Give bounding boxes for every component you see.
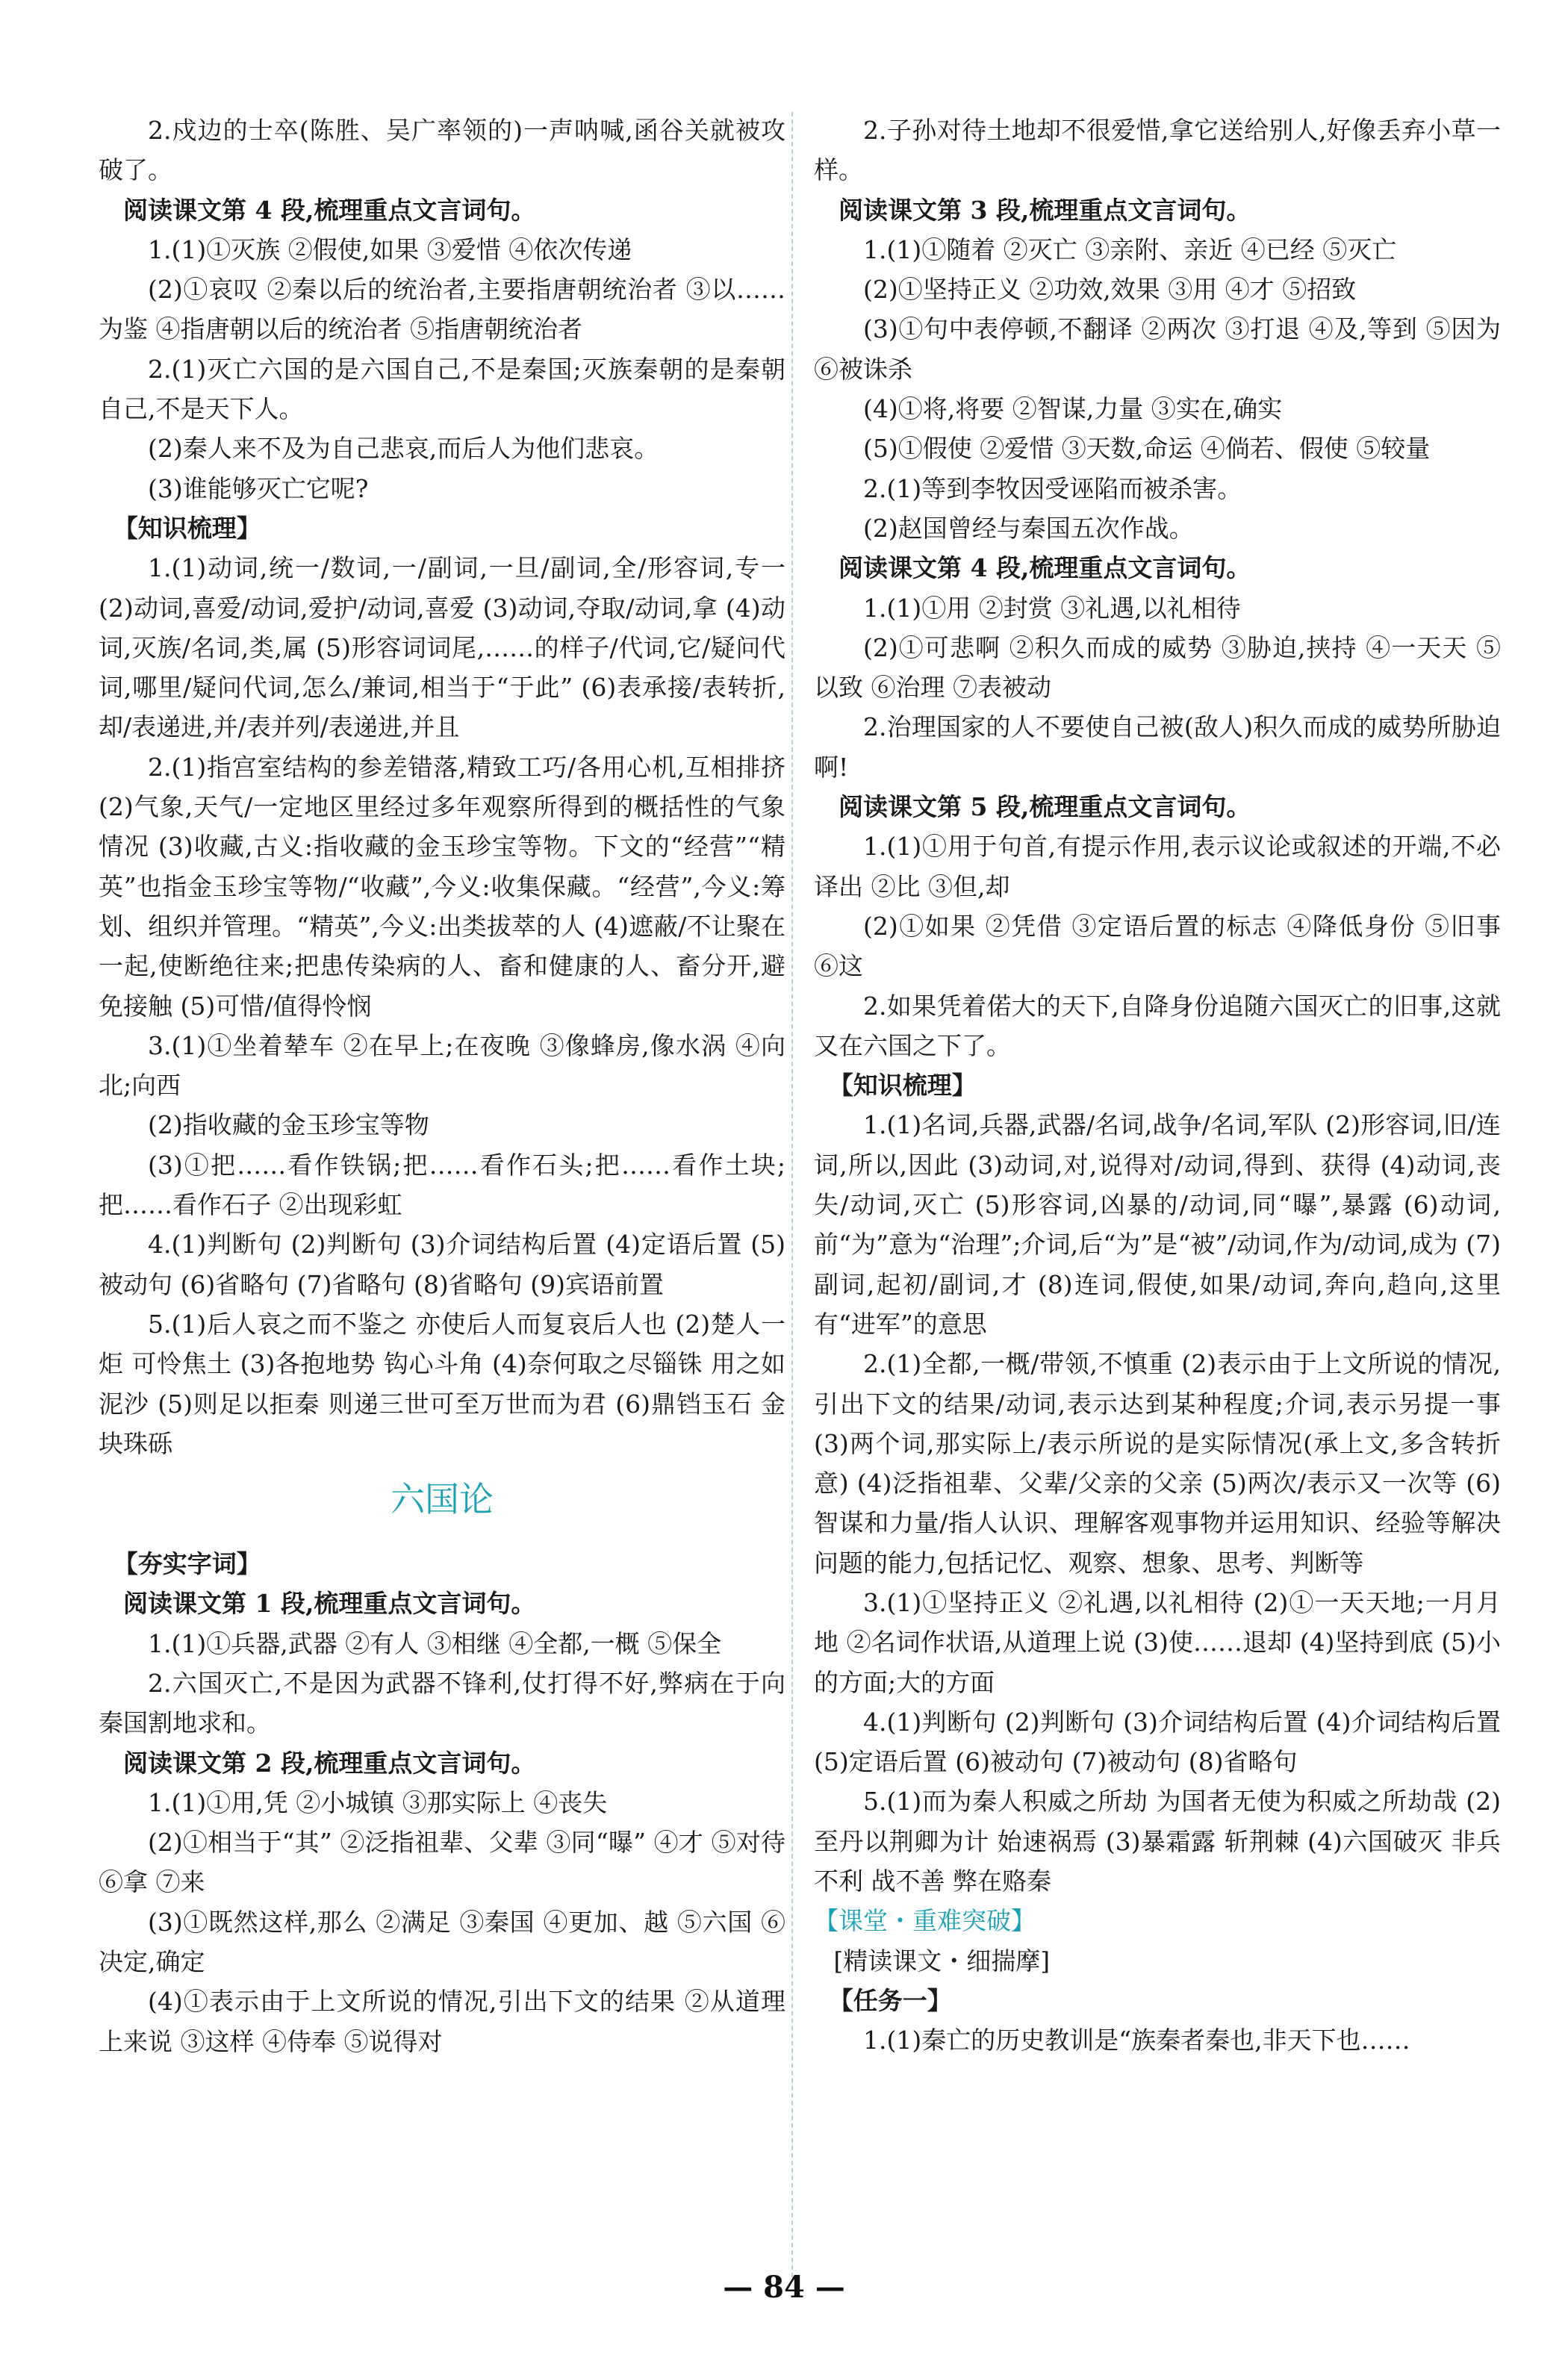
paragraph: 2.如果凭着偌大的天下,自降身份追随六国灭亡的旧事,这就又在六国之下了。 (814, 991, 1501, 1060)
paragraph: (4)①将,将要 ②智谋,力量 ③实在,确实 (863, 394, 1283, 424)
paragraph: 3.(1)①坐着辇车 ②在早上;在夜晚 ③像蜂房,像水涡 ④向北;向西 (99, 1030, 785, 1101)
paragraph: 1.(1)①用 ②封赏 ③礼遇,以礼相待 (863, 593, 1241, 623)
paragraph: (2)①相当于“其” ②泛指祖辈、父辈 ③同“曝” ④才 ⑤对待 ⑥拿 ⑦来 (99, 1828, 785, 1897)
lesson-title: 六国论 (391, 1479, 494, 1520)
paragraph: 2.(1)等到李牧因受诬陷而被杀害。 (863, 473, 1242, 503)
paragraph: (5)①假使 ②爱惜 ③天数,命运 ④倘若、假使 ⑤较量 (863, 434, 1431, 464)
paragraph: (3)①句中表停顿,不翻译 ②两次 ③打退 ④及,等到 ⑤因为 ⑥被诛杀 (814, 314, 1501, 384)
paragraph: (2)赵国曾经与秦国五次作战。 (863, 513, 1194, 543)
paragraph: 2.治理国家的人不要使自己被(敌人)积久而成的威势所胁迫啊! (814, 712, 1501, 782)
paragraph: (3)①把……看作铁锅;把……看作石头;把……看作土块;把……看作石子 ②出现彩虹 (99, 1150, 785, 1220)
classroom-section-heading: 【课堂・重难突破】 (814, 1906, 1036, 1936)
section-heading: 阅读课文第 1 段,梳理重点文言词句。 (123, 1589, 536, 1619)
paragraph: 1.(1)①用于句首,有提示作用,表示议论或叙述的开端,不必译出 ②比 ③但,却 (814, 832, 1501, 901)
section-heading: 阅读课文第 3 段,梳理重点文言词句。 (839, 195, 1251, 225)
paragraph: 1.(1)①兵器,武器 ②有人 ③相继 ④全都,一概 ⑤保全 (148, 1628, 722, 1658)
paragraph: 2.(1)灭亡六国的是六国自己,不是秦国;灭族秦朝的是秦朝自己,不是天下人。 (99, 354, 785, 424)
paragraph: (2)①可悲啊 ②积久而成的威势 ③胁迫,挟持 ④一天天 ⑤以致 ⑥治理 ⑦表被动 (814, 632, 1501, 703)
task-label: 【任务一】 (828, 1985, 952, 2015)
section-heading: 阅读课文第 4 段,梳理重点文言词句。 (123, 195, 536, 225)
paragraph: 1.(1)动词,统一/数词,一/副词,一旦/副词,全/形容词,专一 (2)动词,喜爱/动词,爱护/动词,喜爱 (3)动词,夺取/动词,拿 (4)动词,灭族/名词,类,属 (5)形容词词尾,……的样子/代词,它/疑问代词,哪里/疑问代词,怎么/兼词,相当于“于此” (6)表承接/表转折,却/表递进,并/表并列/表递进,并且 (99, 553, 785, 742)
paragraph: 2.(1)指宫室结构的参差错落,精致工巧/各用心机,互相排挤 (2)气象,天气/一定地区里经过多年观察所得到的概括性的气象情况 (3)收藏,古义:指收藏的金玉珍宝等物。下文的“经营”“精英”也指金玉珍宝等物/“收藏”,今义:收集保藏。“经营”,今义:筹划、组织并管理。“精英”,今义:出类拔萃的人 (4)遮蔽/不让聚在一起,使断绝往来;把患传染病的人、畜和健康的人、畜分开,避免接触 (5)可惜/值得怜悯 (99, 752, 785, 1021)
paragraph: (2)①哀叹 ②秦以后的统治者,主要指唐朝统治者 ③以……为鉴 ④指唐朝以后的统治者 ⑤指唐朝统治者 (99, 275, 785, 344)
paragraph: 1.(1)①灭族 ②假使,如果 ③爱惜 ④依次传递 (148, 234, 632, 264)
paragraph: 5.(1)而为秦人积威之所劫 为国者无使为积威之所劫哉 (2)至丹以荆卿为计 始速祸焉 (3)暴霜露 斩荆棘 (4)六国破灭 非兵不利 战不善 弊在赂秦 (814, 1787, 1501, 1896)
paragraph: 1.(1)秦亡的历史教训是“族秦者秦也,非天下也…… (863, 2026, 1410, 2055)
section-heading: 阅读课文第 2 段,梳理重点文言词句。 (123, 1748, 536, 1778)
right-column (814, 110, 1501, 2061)
page-number: — 84 — (723, 2270, 845, 2305)
paragraph: 1.(1)名词,兵器,武器/名词,战争/名词,军队 (2)形容词,旧/连词,所以,因此 (3)动词,对,说得对/动词,得到、获得 (4)动词,丧失/动词,灭亡 (5)形容词,凶暴的/动词,同“曝”,暴露 (6)动词,前“为”意为“治理”;介词,后“为”是“被”/动词,作为/动词,成为 (7)副词,起初/副词,才 (8)连词,假使,如果/动词,奔向,趋向,这里有“进军”的意思 (814, 1110, 1501, 1339)
paragraph: (3)谁能够灭亡它呢? (148, 473, 369, 503)
paragraph: (2)指收藏的金玉珍宝等物 (148, 1110, 429, 1140)
paragraph: (2)①如果 ②凭借 ③定语后置的标志 ④降低身份 ⑤旧事 ⑥这 (814, 911, 1501, 981)
paragraph: (3)①既然这样,那么 ②满足 ③秦国 ④更加、越 ⑤六国 ⑥决定,确定 (99, 1907, 785, 1977)
paragraph: (2)秦人来不及为自己悲哀,而后人为他们悲哀。 (148, 434, 659, 464)
paragraph: 4.(1)判断句 (2)判断句 (3)介词结构后置 (4)定语后置 (5)被动句 (6)省略句 (7)省略句 (8)省略句 (9)宾语前置 (99, 1230, 785, 1299)
paragraph: (2)①坚持正义 ②功效,效果 ③用 ④才 ⑤招致 (863, 275, 1357, 305)
paragraph: 3.(1)①坚持正义 ②礼遇,以礼相待 (2)①一天天地;一月月地 ②名词作状语,从道理上说 (3)使……退却 (4)坚持到底 (5)小的方面;大的方面 (814, 1587, 1501, 1697)
paragraph: (4)①表示由于上文所说的情况,引出下文的结果 ②从道理上来说 ③这样 ④侍奉 ⑤说得对 (99, 1987, 785, 2056)
paragraph: 1.(1)①随着 ②灭亡 ③亲附、亲近 ④已经 ⑤灭亡 (863, 234, 1397, 264)
paragraph: 5.(1)后人哀之而不鉴之 亦使后人而复哀后人也 (2)楚人一炬 可怜焦土 (3)各抱地势 钩心斗角 (4)奈何取之尽锱铢 用之如泥沙 (5)则足以拒秦 则递三世可至万世而为君 (6)鼎铛玉石 金块珠砾 (99, 1309, 785, 1458)
paragraph: 2.子孙对待土地却不很爱惜,拿它送给别人,好像丢弃小草一样。 (814, 116, 1501, 185)
paragraph: 1.(1)①用,凭 ②小城镇 ③那实际上 ④丧失 (148, 1787, 608, 1817)
bracket-tag: 【知识梳理】 (113, 513, 261, 543)
section-heading: 阅读课文第 5 段,梳理重点文言词句。 (839, 792, 1251, 822)
paragraph: 2.(1)全都,一概/带领,不慎重 (2)表示由于上文所说的情况,引出下文的结果/动词,表示达到某种程度;介词,表示另提一事 (3)两个词,那实际上/表示所说的是实际情况(承上文,多含转折意) (4)泛指祖辈、父辈/父亲的父亲 (5)两次/表示又一次等 (6)智谋和力量/指人认识、理解客观事物并运用知识、经验等解决问题的能力,包括记忆、观察、想象、思考、判断等 (814, 1349, 1501, 1578)
paragraph: 2.六国灭亡,不是因为武器不锋利,仗打得不好,弊病在于向秦国割地求和。 (99, 1668, 785, 1738)
bracket-tag: 【夯实字词】 (113, 1549, 261, 1579)
paragraph: 4.(1)判断句 (2)判断句 (3)介词结构后置 (4)介词结构后置 (5)定语后置 (6)被动句 (7)被动句 (8)省略句 (814, 1707, 1501, 1777)
left-column (99, 110, 785, 2061)
paragraph: 2.戍边的士卒(陈胜、吴广率领的)一声呐喊,函谷关就被攻破了。 (99, 116, 785, 185)
subsection-label: [精读课文・细揣摩] (833, 1946, 1051, 1976)
column-divider (791, 112, 793, 2277)
bracket-tag: 【知识梳理】 (828, 1071, 977, 1101)
section-heading: 阅读课文第 4 段,梳理重点文言词句。 (839, 553, 1251, 583)
